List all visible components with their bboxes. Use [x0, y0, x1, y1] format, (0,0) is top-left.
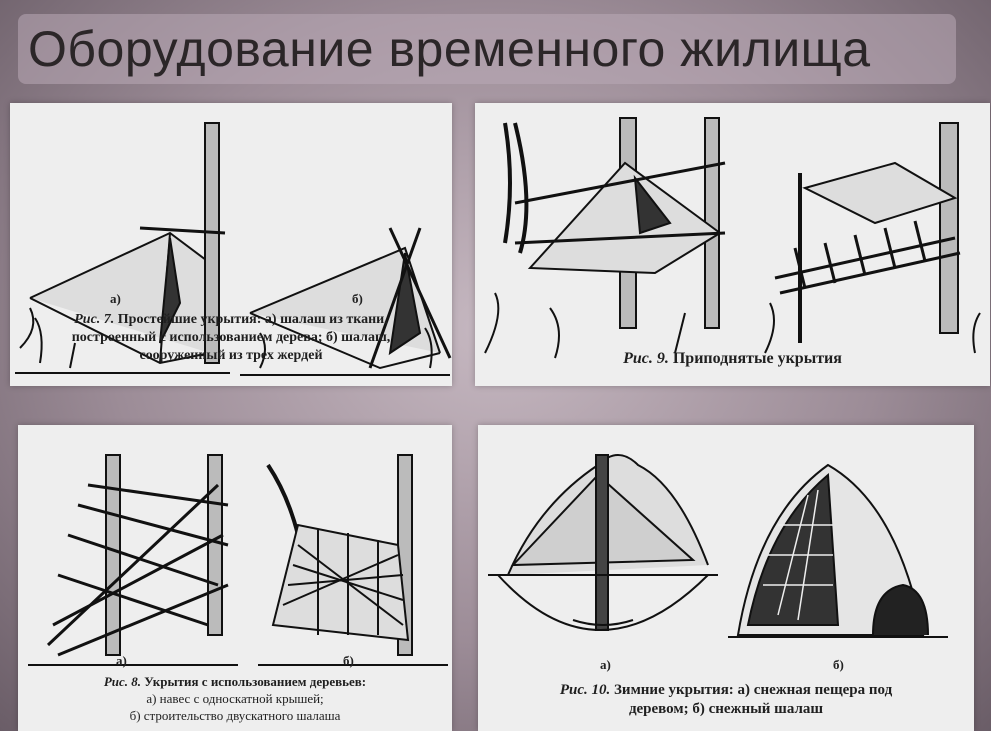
figure-8-label-a: а): [116, 653, 127, 668]
figure-10-label-b: б): [833, 657, 844, 672]
slide-title: Оборудование временного жилища: [28, 21, 871, 77]
figure-8-caption-line-3: б) строительство двускатного шалаша: [129, 708, 341, 723]
figure-10-panel: [478, 425, 974, 731]
figure-9-caption: [475, 350, 990, 368]
figure-7-caption-line-2: построенный с использованием дерева; б) шалаш,: [71, 330, 391, 345]
figure-9-illustration: [475, 103, 990, 386]
figure-7-caption-line-3: сооруженный из трех жердей: [139, 348, 323, 363]
figure-9-caption-text: Приподнятые укрытия: [672, 350, 842, 367]
figure-9-number: Рис. 9.: [623, 350, 669, 367]
figure-8-caption: [18, 673, 452, 724]
figure-7-number: Рис. 7.: [74, 312, 115, 327]
figure-7-caption: [20, 311, 442, 365]
figure-10-caption-line-2: деревом; б) снежный шалаш: [628, 701, 824, 717]
figure-8-number: Рис. 8.: [103, 674, 142, 689]
figure-10-label-a: а): [600, 657, 611, 672]
figure-8-caption-line-1: Укрытия с использованием деревьев:: [144, 674, 367, 689]
figure-7-label-a: а): [110, 291, 121, 306]
figure-10-caption: [478, 681, 974, 719]
figure-7-panel: [10, 103, 452, 386]
figure-8-panel: [18, 425, 452, 731]
figure-7-label-b: б): [352, 291, 363, 306]
figure-10-caption-line-1: Зимние укрытия: а) снежная пещера под: [614, 682, 893, 698]
figure-7-caption-line-1: Простейшие укрытия: а) шалаш из ткани,: [117, 312, 388, 327]
figure-9-panel: [475, 103, 990, 386]
figure-10-number: Рис. 10.: [559, 682, 611, 698]
figure-8-caption-line-2: а) навес с односкатной крышей;: [146, 691, 324, 706]
figure-8-label-b: б): [343, 653, 354, 668]
